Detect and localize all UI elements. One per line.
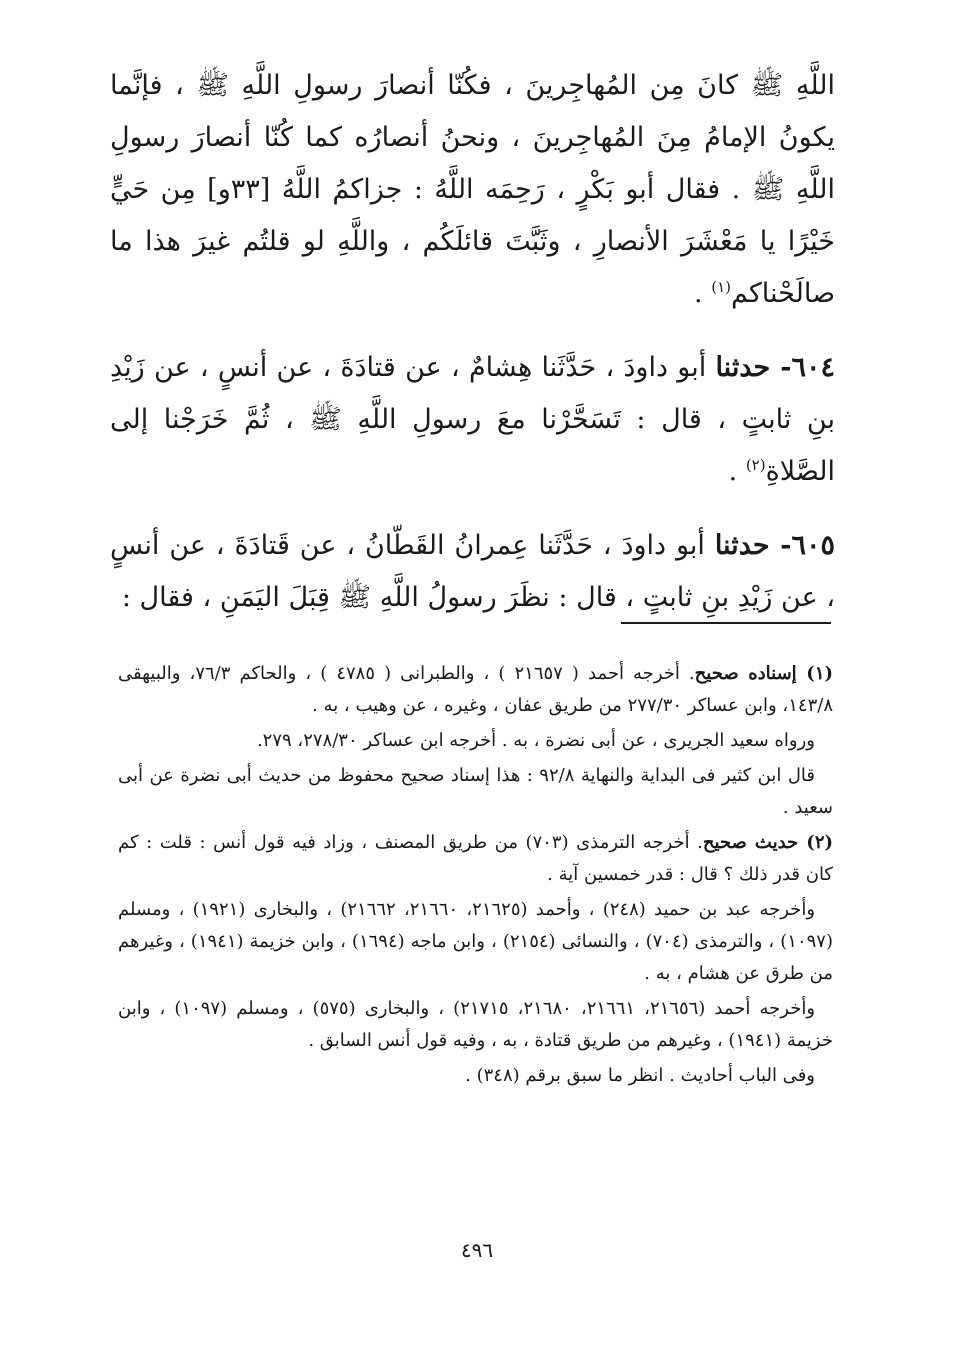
footnote-2-para-2: وأخرجه عبد بن حميد (٢٤٨) ، وأحمد (٢١٦٢٥، ٢١٦٦٠، ٢١٦٦٢) ، والبخارى (١٩٢١) ، ومسلم (١٠٩٧) ، والترمذى (٧٠٤) ، والنسائى (٢١٥٤) ، وابن ماجه (١٦٩٤) ، وابن خزيمة (١٩٤١) ، وغيرهم من طرق عن هشام ، به . [118,899,833,984]
hadith-604-text: أبو داودَ ، حَدَّثَنا هِشامٌ ، عن قتادَةَ ، عن أنسٍ ، عن زَيْدِ بنِ ثابتٍ ، قال : تَسَحَّرْنا معَ رسولِ اللَّهِ ﷺ ، ثُمَّ خَرَجْنا إلى الصَّلاةِ [110,352,835,487]
hadith-605-text: أبو داودَ ، حَدَّثَنا عِمرانُ القَطّانُ ، عن قَتادَةَ ، عن أنسٍ ، عن زَيْدِ بنِ ثابتٍ ، قال : نظَرَ رسولُ اللَّهِ ﷺ قِبَلَ اليَمَنِ ، فقال : [110,530,835,613]
main-text [110,60,835,624]
footnote-1-para-2: ورواه سعيد الجريرى ، عن أبى نضرة ، به . أخرجه ابن عساكر ٢٧٨/٣٠، ٢٧٩. [256,730,815,751]
footnote-ref-2: (٢) [745,456,766,474]
footnote-2-para-4: وفى الباب أحاديث . انظر ما سبق برقم (٣٤٨) . [465,1065,815,1086]
paragraph-text: اللَّهِ ﷺ كانَ مِن المُهاجِرينَ ، فكُنّا أنصارَ رسولِ اللَّهِ ﷺ ، فإنَّما يكونُ الإمامُ مِنَ المُهاجِرينَ ، ونحنُ أنصارُه كما كُنّا أنصارَ رسولِ اللَّهِ ﷺ . فقال أبو بَكْرٍ ، رَحِمَه اللَّهُ : جزاكمُ اللَّهُ [٣٣و] مِن حَيٍّ خَيْرًا يا مَعْشَرَ الأنصارِ ، وثَبَّتَ قائلَكُم ، واللَّهِ لو قلتُم غيرَ هذا ما صالَحْناكم [110,70,835,309]
footnote-2 [118,827,833,891]
paragraph-end: . [694,278,712,309]
footnote-1-text: . أخرجه أحمد ( ٢١٦٥٧ ) ، والطبرانى ( ٤٧٨٥ ) ، والحاكم ٧٦/٣، والبيهقى ١٤٣/٨، وابن عساكر ٢٧٧/٣٠ من طريق عفان ، وغيره ، عن وهيب ، به . [118,663,833,716]
footnotes [118,658,833,1095]
hadith-number-604: ٦٠٤- حدثنا [715,352,835,383]
footnote-2-para-3: وأخرجه أحمد (٢١٦٥٦، ٢١٦٦١، ٢١٦٨٠، ٢١٧١٥) ، والبخارى (٥٧٥) ، ومسلم (١٠٩٧) ، وابن خزيمة (١٩٤١) ، وغيرهم من طريق قتادة ، به ، وفيه قول أنس السابق . [118,998,833,1051]
footnote-1 [118,658,833,722]
footnote-2-label: (٢) حديث صحيح [702,832,834,853]
hadith-604 [110,342,835,498]
footnote-2-text: . أخرجه الترمذى (٧٠٣) من طريق المصنف ، وزاد فيه قول أنس : قلت : كم كان قدر ذلك ؟ قال : قدر خمسين آية . [118,832,833,885]
paragraph-continuation [110,60,835,320]
footnote-ref-1: (١) [711,278,731,296]
footnote-divider [621,622,831,624]
hadith-number-605: ٦٠٥- حدثنا [714,530,835,561]
hadith-604-end: . [728,456,746,487]
page-number: ٤٩٦ [460,1238,494,1262]
footnote-1-label: (١) إسناده صحيح [694,663,834,684]
footnote-1-para-3: قال ابن كثير فى البداية والنهاية ٩٢/٨ : هذا إسناد صحيح محفوظ من حديث أبى نضرة عن أبى سعيد . [118,765,833,818]
hadith-605 [110,520,835,624]
